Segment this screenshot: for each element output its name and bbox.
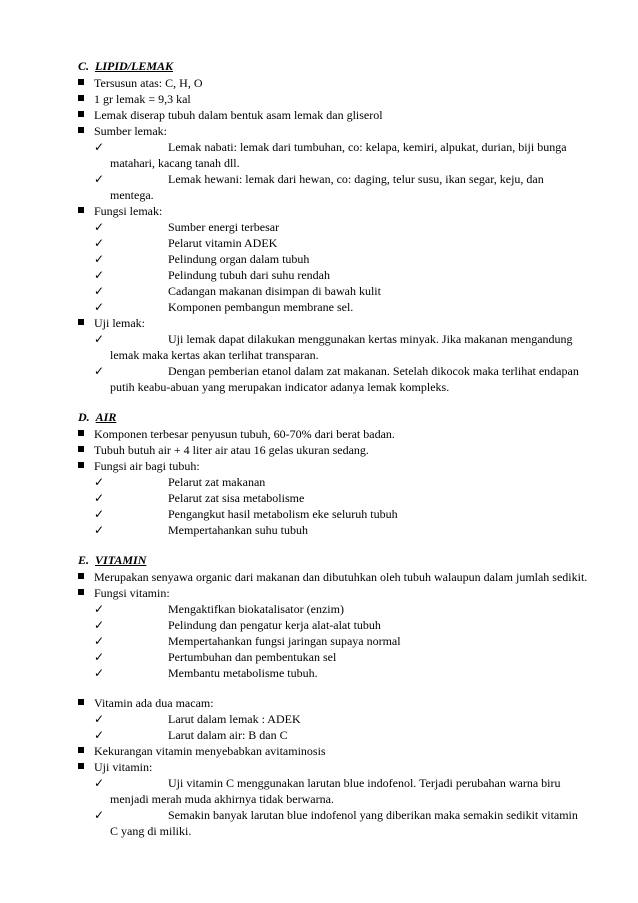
bullet-text: Tersusun atas: C, H, O xyxy=(94,76,203,90)
square-bullet-icon xyxy=(78,747,84,753)
check-item xyxy=(94,139,588,171)
check-list xyxy=(94,331,588,395)
check-text: Lemak nabati: lemak dari tumbuhan, co: kelapa, kemiri, alpukat, durian, biji bunga matahari, kacang tanah dll. xyxy=(110,140,567,170)
bullet-item xyxy=(78,75,588,91)
bullet-item xyxy=(78,759,588,839)
check-text: Semakin banyak larutan blue indofenol yang diberikan maka semakin sedikit vitamin C yang di miliki. xyxy=(110,808,578,838)
checkmark-icon: ✓ xyxy=(94,523,105,537)
check-item xyxy=(94,267,588,283)
checkmark-icon: ✓ xyxy=(94,666,105,680)
check-text: Uji vitamin C menggunakan larutan blue indofenol. Terjadi perubahan warna biru menjadi merah muda akhirnya tidak berwarna. xyxy=(110,776,561,806)
bullet-list xyxy=(78,75,588,395)
check-list xyxy=(94,711,588,743)
square-bullet-icon xyxy=(78,127,84,133)
check-item xyxy=(94,522,588,538)
section xyxy=(78,552,588,839)
bullet-text: 1 gr lemak = 9,3 kal xyxy=(94,92,191,106)
bullet-text: Fungsi lemak: xyxy=(94,204,163,218)
section-heading xyxy=(78,58,588,74)
section-letter: C. xyxy=(78,59,90,73)
bullet-text: Vitamin ada dua macam: xyxy=(94,696,214,710)
square-bullet-icon xyxy=(78,319,84,325)
check-item xyxy=(94,299,588,315)
checkmark-icon: ✓ xyxy=(94,300,105,314)
check-item xyxy=(94,775,588,807)
check-item xyxy=(94,649,588,665)
check-text: Cadangan makanan disimpan di bawah kulit xyxy=(168,284,381,298)
square-bullet-icon xyxy=(78,207,84,213)
bullet-item xyxy=(78,585,588,681)
checkmark-icon: ✓ xyxy=(94,284,105,298)
checkmark-icon: ✓ xyxy=(94,808,105,822)
bullet-text: Uji vitamin: xyxy=(94,760,153,774)
check-list xyxy=(94,139,588,203)
check-text: Pelindung organ dalam tubuh xyxy=(168,252,310,266)
check-text: Membantu metabolisme tubuh. xyxy=(168,666,318,680)
check-text: Lemak hewani: lemak dari hewan, co: daging, telur susu, ikan segar, keju, dan mentega. xyxy=(110,172,544,202)
document-content xyxy=(78,58,588,853)
checkmark-icon: ✓ xyxy=(94,220,105,234)
bullet-item xyxy=(78,426,588,442)
checkmark-icon: ✓ xyxy=(94,602,105,616)
check-item xyxy=(94,601,588,617)
bullet-text: Fungsi vitamin: xyxy=(94,586,170,600)
check-text: Mempertahankan fungsi jaringan supaya normal xyxy=(168,634,401,648)
checkmark-icon: ✓ xyxy=(94,332,105,346)
square-bullet-icon xyxy=(78,111,84,117)
square-bullet-icon xyxy=(78,763,84,769)
bullet-text: Lemak diserap tubuh dalam bentuk asam lemak dan gliserol xyxy=(94,108,383,122)
check-text: Pengangkut hasil metabolism eke seluruh tubuh xyxy=(168,507,398,521)
square-bullet-icon xyxy=(78,95,84,101)
checkmark-icon: ✓ xyxy=(94,634,105,648)
bullet-text: Tubuh butuh air + 4 liter air atau 16 gelas ukuran sedang. xyxy=(94,443,369,457)
bullet-item xyxy=(78,458,588,538)
check-text: Pelindung dan pengatur kerja alat-alat tubuh xyxy=(168,618,381,632)
bullet-item xyxy=(78,91,588,107)
square-bullet-icon xyxy=(78,79,84,85)
check-item xyxy=(94,633,588,649)
bullet-item xyxy=(78,569,588,585)
checkmark-icon: ✓ xyxy=(94,140,105,154)
check-text: Larut dalam lemak : ADEK xyxy=(168,712,301,726)
checkmark-icon: ✓ xyxy=(94,776,105,790)
bullet-text: Komponen terbesar penyusun tubuh, 60-70% dari berat badan. xyxy=(94,427,395,441)
bullet-list xyxy=(78,426,588,538)
section xyxy=(78,58,588,395)
bullet-item xyxy=(78,695,588,743)
check-list xyxy=(94,474,588,538)
check-text: Pelarut zat sisa metabolisme xyxy=(168,491,305,505)
bullet-item xyxy=(78,203,588,315)
section-letter: D. xyxy=(78,410,90,424)
check-item xyxy=(94,474,588,490)
check-item xyxy=(94,506,588,522)
section-title: AIR xyxy=(95,410,117,424)
check-text: Pelarut vitamin ADEK xyxy=(168,236,278,250)
check-item xyxy=(94,363,588,395)
check-item xyxy=(94,665,588,681)
square-bullet-icon xyxy=(78,462,84,468)
bullet-item xyxy=(78,315,588,395)
bullet-item xyxy=(78,442,588,458)
check-text: Dengan pemberian etanol dalam zat makanan. Setelah dikocok maka terlihat endapan putih keabu-abuan yang merupakan indicator adanya lemak kompleks. xyxy=(110,364,579,394)
check-text: Pertumbuhan dan pembentukan sel xyxy=(168,650,337,664)
square-bullet-icon xyxy=(78,573,84,579)
check-list xyxy=(94,775,588,839)
section-heading xyxy=(78,409,588,425)
section-heading xyxy=(78,552,588,568)
checkmark-icon: ✓ xyxy=(94,728,105,742)
check-text: Larut dalam air: B dan C xyxy=(168,728,288,742)
check-text: Mempertahankan suhu tubuh xyxy=(168,523,308,537)
check-item xyxy=(94,727,588,743)
checkmark-icon: ✓ xyxy=(94,475,105,489)
bullet-text: Uji lemak: xyxy=(94,316,145,330)
checkmark-icon: ✓ xyxy=(94,172,105,186)
bullet-list xyxy=(78,569,588,839)
checkmark-icon: ✓ xyxy=(94,650,105,664)
bullet-text: Kekurangan vitamin menyebabkan avitaminosis xyxy=(94,744,326,758)
bullet-text: Merupakan senyawa organic dari makanan dan dibutuhkan oleh tubuh walaupun dalam jumlah sedikit. xyxy=(94,570,588,584)
checkmark-icon: ✓ xyxy=(94,252,105,266)
bullet-text: Sumber lemak: xyxy=(94,124,167,138)
bullet-item xyxy=(78,123,588,203)
section xyxy=(78,409,588,538)
square-bullet-icon xyxy=(78,589,84,595)
check-item xyxy=(94,331,588,363)
bullet-text: Fungsi air bagi tubuh: xyxy=(94,459,200,473)
check-text: Sumber energi terbesar xyxy=(168,220,280,234)
check-list xyxy=(94,219,588,315)
checkmark-icon: ✓ xyxy=(94,618,105,632)
section-letter: E. xyxy=(78,553,90,567)
check-item xyxy=(94,235,588,251)
check-item xyxy=(94,251,588,267)
checkmark-icon: ✓ xyxy=(94,491,105,505)
square-bullet-icon xyxy=(78,446,84,452)
check-text: Komponen pembangun membrane sel. xyxy=(168,300,354,314)
check-text: Pelindung tubuh dari suhu rendah xyxy=(168,268,330,282)
check-text: Mengaktifkan biokatalisator (enzim) xyxy=(168,602,344,616)
check-item xyxy=(94,219,588,235)
checkmark-icon: ✓ xyxy=(94,236,105,250)
check-item xyxy=(94,490,588,506)
check-item xyxy=(94,617,588,633)
bullet-item xyxy=(78,743,588,759)
square-bullet-icon xyxy=(78,699,84,705)
check-item xyxy=(94,171,588,203)
checkmark-icon: ✓ xyxy=(94,712,105,726)
check-text: Uji lemak dapat dilakukan menggunakan kertas minyak. Jika makanan mengandung lemak maka kertas akan terlihat transparan. xyxy=(110,332,573,362)
checkmark-icon: ✓ xyxy=(94,507,105,521)
check-item xyxy=(94,807,588,839)
check-list xyxy=(94,601,588,681)
check-text: Pelarut zat makanan xyxy=(168,475,266,489)
checkmark-icon: ✓ xyxy=(94,364,105,378)
check-item xyxy=(94,711,588,727)
check-item xyxy=(94,283,588,299)
section-title: VITAMIN xyxy=(95,553,147,567)
checkmark-icon: ✓ xyxy=(94,268,105,282)
square-bullet-icon xyxy=(78,430,84,436)
section-title: LIPID/LEMAK xyxy=(95,59,174,73)
bullet-item xyxy=(78,107,588,123)
